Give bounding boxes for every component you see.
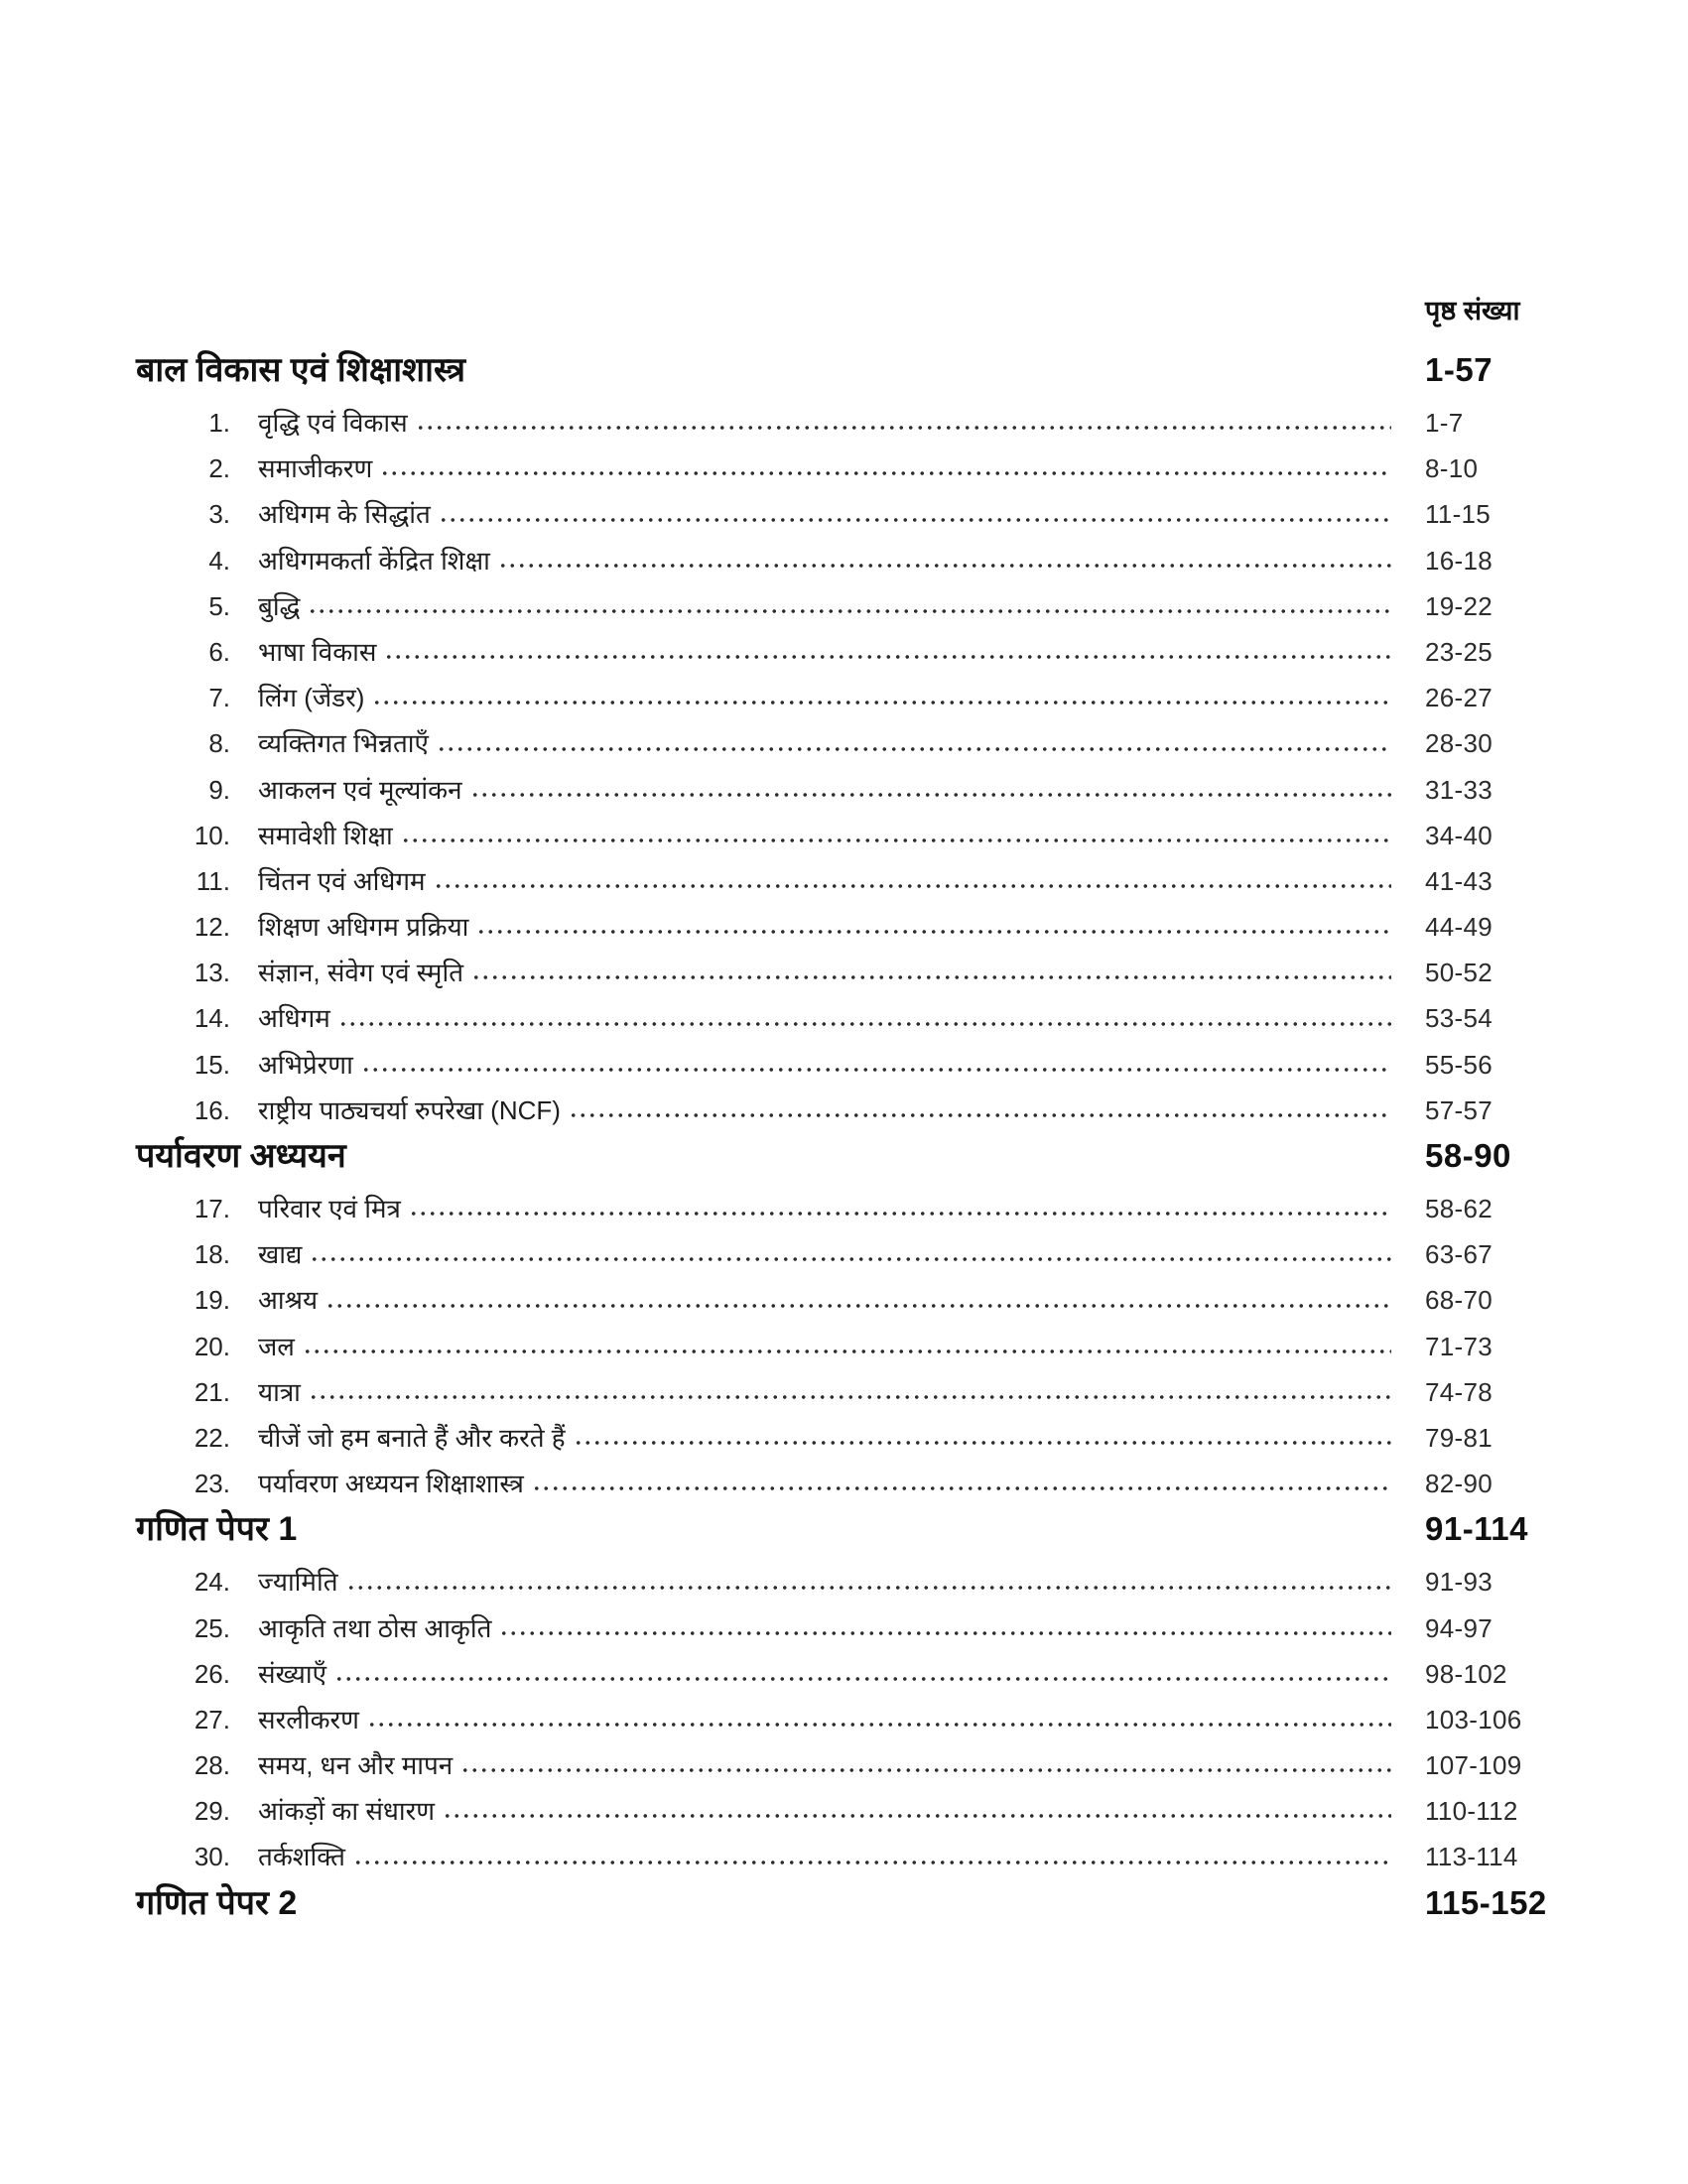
item-page-range: 1-7 — [1425, 408, 1464, 438]
section-page-range: 58-90 — [1425, 1137, 1511, 1174]
item-number: 3. — [208, 499, 230, 530]
section-header-row — [136, 1126, 1554, 1186]
dotted-leader — [346, 1585, 1391, 1591]
dotted-leader — [439, 517, 1391, 523]
item-page-range: 41-43 — [1425, 865, 1493, 896]
dotted-leader — [334, 1676, 1391, 1682]
toc-item-row — [136, 1324, 1554, 1369]
section-title: गणित पेपर 2 — [136, 1883, 298, 1922]
item-title: व्यक्तिगत भिन्नताएँ — [258, 728, 429, 759]
section-page-range: 91-114 — [1425, 1510, 1528, 1548]
toc-header-row — [136, 291, 1554, 330]
toc-item-row — [136, 1042, 1554, 1088]
item-page-range: 82-90 — [1425, 1469, 1493, 1499]
item-page-range: 98-102 — [1425, 1658, 1507, 1689]
dotted-leader — [532, 1485, 1391, 1491]
item-title: आश्रय — [258, 1285, 319, 1316]
item-title: चिंतन एवं अधिगम — [258, 865, 426, 896]
toc-item-row — [136, 720, 1554, 766]
toc-item-row — [136, 1606, 1554, 1651]
section-page-range: 115-152 — [1425, 1883, 1547, 1921]
item-number: 24. — [194, 1567, 230, 1598]
toc-sections — [136, 340, 1554, 1933]
toc-item-row — [136, 950, 1554, 995]
dotted-leader — [569, 1112, 1391, 1118]
dotted-leader — [416, 425, 1391, 431]
item-title: अधिगम — [258, 1003, 330, 1034]
item-title: संख्याएँ — [258, 1658, 326, 1689]
toc-item-row — [136, 400, 1554, 446]
dotted-leader — [460, 1767, 1391, 1773]
dotted-leader — [384, 654, 1391, 660]
toc-item-row — [136, 1651, 1554, 1697]
item-number: 18. — [194, 1239, 230, 1270]
item-title: लिंग (जेंडर) — [258, 683, 365, 713]
item-number: 19. — [194, 1285, 230, 1316]
dotted-leader — [574, 1440, 1391, 1446]
toc-item-row — [136, 1277, 1554, 1323]
item-page-range: 53-54 — [1425, 1003, 1493, 1034]
item-title: आकृति तथा ठोस आकृति — [258, 1612, 492, 1643]
item-page-range: 26-27 — [1425, 683, 1493, 713]
item-page-range: 113-114 — [1425, 1842, 1518, 1872]
item-page-range: 63-67 — [1425, 1239, 1493, 1270]
section-header-row — [136, 1873, 1554, 1933]
item-number: 30. — [194, 1842, 230, 1872]
item-number: 17. — [194, 1194, 230, 1223]
toc-item-row — [136, 858, 1554, 904]
item-title: शिक्षण अधिगम प्रक्रिया — [258, 912, 469, 943]
item-number: 20. — [194, 1331, 230, 1361]
dotted-leader — [325, 1303, 1391, 1309]
dotted-leader — [308, 608, 1391, 614]
item-page-range: 28-30 — [1425, 728, 1493, 759]
toc-item-row — [136, 995, 1554, 1041]
dotted-leader — [310, 1256, 1391, 1262]
item-title: आकलन एवं मूल्यांकन — [258, 774, 462, 805]
section-header-row — [136, 1499, 1554, 1559]
item-title: सरलीकरण — [258, 1704, 359, 1734]
item-number: 12. — [194, 912, 230, 943]
item-title: ज्यामिति — [258, 1567, 338, 1598]
item-number: 10. — [194, 820, 230, 850]
item-number: 11. — [195, 865, 230, 896]
item-page-range: 55-56 — [1425, 1049, 1493, 1080]
toc-item-row — [136, 813, 1554, 858]
item-page-range: 110-112 — [1425, 1796, 1518, 1827]
dotted-leader — [367, 1722, 1391, 1728]
dotted-leader — [303, 1349, 1391, 1354]
toc-item-row — [136, 767, 1554, 813]
toc-content — [136, 291, 1554, 1933]
section-title: पर्यावरण अध्ययन — [136, 1137, 346, 1175]
item-page-range: 68-70 — [1425, 1285, 1493, 1316]
dotted-leader — [372, 700, 1391, 706]
item-title: तर्कशक्ति — [258, 1842, 345, 1872]
item-number: 22. — [194, 1422, 230, 1453]
item-page-range: 94-97 — [1425, 1612, 1493, 1643]
item-title: समय, धन और मापन — [258, 1750, 454, 1781]
item-title: वृद्धि एवं विकास — [258, 408, 408, 438]
toc-item-row — [136, 583, 1554, 629]
item-page-range: 74-78 — [1425, 1376, 1493, 1407]
item-title: पर्यावरण अध्ययन शिक्षाशास्त्र — [258, 1469, 524, 1499]
dotted-leader — [470, 792, 1391, 798]
item-number: 13. — [194, 958, 230, 988]
item-number: 27. — [194, 1704, 230, 1734]
item-page-range: 107-109 — [1425, 1750, 1522, 1781]
item-number: 16. — [194, 1094, 230, 1125]
header-spacer — [136, 291, 1425, 330]
item-title: अधिगम के सिद्धांत — [258, 499, 431, 530]
item-number: 14. — [194, 1003, 230, 1034]
item-page-range: 58-62 — [1425, 1194, 1493, 1223]
item-title: परिवार एवं मित्र — [258, 1194, 401, 1223]
section-page-range: 1-57 — [1425, 351, 1493, 388]
item-number: 15. — [194, 1049, 230, 1080]
item-page-range: 31-33 — [1425, 774, 1493, 805]
toc-item-row — [136, 538, 1554, 583]
item-title: यात्रा — [258, 1376, 301, 1407]
section-header-row — [136, 340, 1554, 400]
toc-item-row — [136, 675, 1554, 720]
item-title: संज्ञान, संवेग एवं स्मृति — [258, 958, 464, 988]
item-title: बुद्धि — [258, 590, 301, 621]
item-number: 28. — [194, 1750, 230, 1781]
dotted-leader — [498, 563, 1391, 569]
item-page-range: 8-10 — [1425, 453, 1479, 484]
dotted-leader — [476, 929, 1391, 935]
item-title: अभिप्रेरणा — [258, 1049, 353, 1080]
toc-item-row — [136, 1742, 1554, 1788]
item-page-range: 19-22 — [1425, 590, 1493, 621]
dotted-leader — [499, 1630, 1391, 1636]
dotted-leader — [409, 1211, 1391, 1217]
item-page-range: 91-93 — [1425, 1567, 1493, 1598]
item-number: 6. — [208, 636, 230, 667]
item-number: 8. — [208, 728, 230, 759]
page-number-column-header: पृष्ठ संख्या — [1425, 296, 1520, 325]
toc-item-row — [136, 1415, 1554, 1461]
toc-item-row — [136, 1697, 1554, 1742]
toc-item-row — [136, 629, 1554, 675]
item-title: भाषा विकास — [258, 636, 377, 667]
dotted-leader — [361, 1067, 1391, 1073]
dotted-leader — [434, 883, 1391, 889]
item-title: समाजीकरण — [258, 453, 373, 484]
dotted-leader — [380, 470, 1391, 476]
dotted-leader — [437, 746, 1391, 752]
dotted-leader — [443, 1813, 1391, 1819]
item-title: आंकड़ों का संधारण — [258, 1796, 436, 1827]
item-title: अधिगमकर्ता केंद्रित शिक्षा — [258, 545, 490, 576]
item-page-range: 11-15 — [1425, 499, 1492, 530]
item-number: 26. — [194, 1658, 230, 1689]
item-number: 25. — [194, 1612, 230, 1643]
item-number: 2. — [208, 453, 230, 484]
item-page-range: 71-73 — [1425, 1331, 1493, 1361]
item-number: 5. — [208, 590, 230, 621]
toc-item-row — [136, 446, 1554, 491]
item-title: जल — [258, 1331, 295, 1361]
item-number: 1. — [208, 408, 230, 438]
item-page-range: 103-106 — [1425, 1704, 1522, 1734]
item-number: 29. — [194, 1796, 230, 1827]
item-page-range: 23-25 — [1425, 636, 1493, 667]
toc-item-row — [136, 1369, 1554, 1415]
toc-item-row — [136, 904, 1554, 950]
item-page-range: 16-18 — [1425, 545, 1493, 576]
toc-item-row — [136, 491, 1554, 537]
item-page-range: 44-49 — [1425, 912, 1493, 943]
item-page-range: 79-81 — [1425, 1422, 1493, 1453]
item-title: समावेशी शिक्षा — [258, 820, 393, 850]
item-number: 21. — [194, 1376, 230, 1407]
item-page-range: 50-52 — [1425, 958, 1493, 988]
section-title: गणित पेपर 1 — [136, 1510, 298, 1549]
toc-item-row — [136, 1559, 1554, 1605]
dotted-leader — [401, 837, 1391, 843]
toc-item-row — [136, 1231, 1554, 1277]
item-title: खाद्य — [258, 1239, 303, 1270]
dotted-leader — [353, 1860, 1391, 1865]
item-title: चीजें जो हम बनाते हैं और करते हैं — [258, 1422, 566, 1453]
item-number: 23. — [194, 1469, 230, 1499]
item-page-range: 34-40 — [1425, 820, 1493, 850]
section-title: बाल विकास एवं शिक्षाशास्त्र — [136, 351, 465, 389]
item-number: 4. — [208, 545, 230, 576]
item-page-range: 57-57 — [1425, 1094, 1493, 1125]
dotted-leader — [338, 1021, 1391, 1027]
dotted-leader — [309, 1394, 1391, 1400]
toc-item-row — [136, 1186, 1554, 1231]
dotted-leader — [471, 974, 1391, 980]
item-title: राष्ट्रीय पाठ्यचर्या रुपरेखा (NCF) — [258, 1094, 561, 1125]
item-number: 9. — [208, 774, 230, 805]
toc-item-row — [136, 1788, 1554, 1834]
item-number: 7. — [208, 683, 230, 713]
